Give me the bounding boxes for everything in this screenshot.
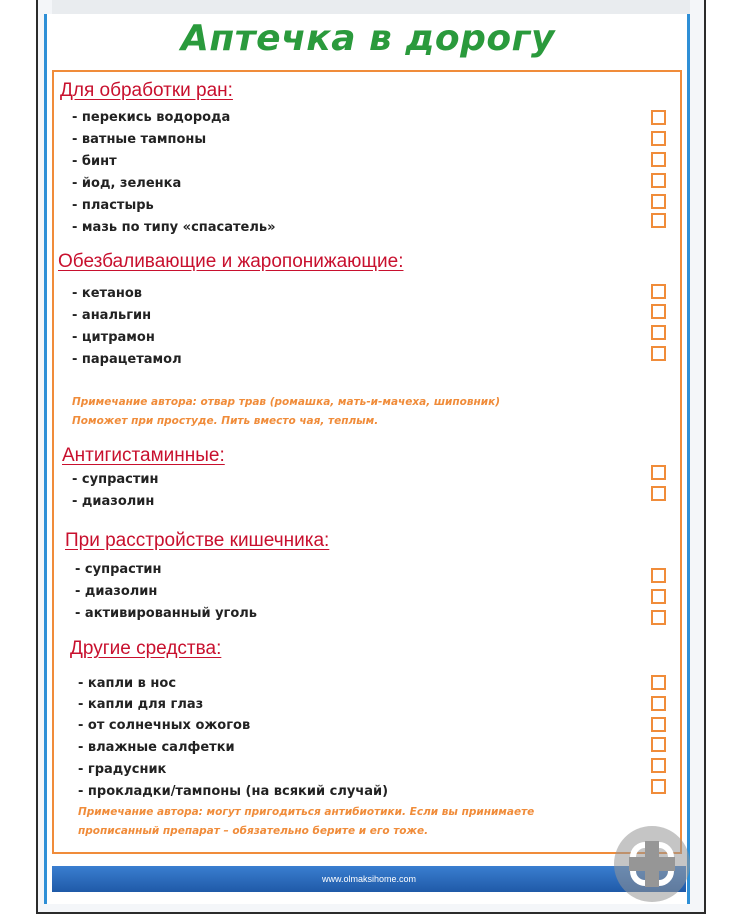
list-item: - диазолин xyxy=(75,584,158,599)
list-item: - парацетамол xyxy=(72,352,182,367)
list-item: - капли в нос xyxy=(78,676,177,691)
list-item: - цитрамон xyxy=(72,330,155,345)
section-heading-wounds: Для обработки ран: xyxy=(60,80,233,101)
list-item: - супрастин xyxy=(75,562,162,577)
checkbox[interactable] xyxy=(651,152,666,167)
section-heading-antihistamines: Антигистаминные: xyxy=(62,445,225,466)
checkbox[interactable] xyxy=(651,758,666,773)
checkbox[interactable] xyxy=(651,465,666,480)
checkbox[interactable] xyxy=(651,131,666,146)
checkbox[interactable] xyxy=(651,304,666,319)
checkbox[interactable] xyxy=(651,779,666,794)
checkbox[interactable] xyxy=(651,568,666,583)
checkbox[interactable] xyxy=(651,284,666,299)
footer-url[interactable]: www.olmaksihome.com xyxy=(52,866,686,892)
list-item: - влажные салфетки xyxy=(78,740,235,755)
list-item: - от солнечных ожогов xyxy=(78,718,251,733)
page-title: Аптечка в дорогу xyxy=(181,18,555,59)
checkbox[interactable] xyxy=(651,717,666,732)
checkbox[interactable] xyxy=(651,675,666,690)
list-item: - бинт xyxy=(72,154,117,169)
checkbox[interactable] xyxy=(651,213,666,228)
section-heading-other: Другие средства: xyxy=(70,638,222,659)
list-item: - перекись водорода xyxy=(72,110,231,125)
list-item: - диазолин xyxy=(72,494,155,509)
checkbox[interactable] xyxy=(651,194,666,209)
list-item: - пластырь xyxy=(72,198,154,213)
list-item: - активированный уголь xyxy=(75,606,258,621)
expand-icon[interactable] xyxy=(614,826,690,902)
checkbox[interactable] xyxy=(651,737,666,752)
author-note: Примечание автора: отвар трав (ромашка, мать-и-мачеха, шиповник) xyxy=(72,396,501,408)
author-note: прописанный препарат – обязательно берите и его тоже. xyxy=(78,825,429,837)
list-item: - анальгин xyxy=(72,308,152,323)
list-item: - градусник xyxy=(78,762,167,777)
section-heading-painkillers: Обезбаливающие и жаропонижающие: xyxy=(58,251,404,272)
list-item: - йод, зеленка xyxy=(72,176,182,191)
checkbox[interactable] xyxy=(651,610,666,625)
checkbox[interactable] xyxy=(651,696,666,711)
checkbox[interactable] xyxy=(651,589,666,604)
checkbox[interactable] xyxy=(651,325,666,340)
checkbox[interactable] xyxy=(651,110,666,125)
list-item: - супрастин xyxy=(72,472,159,487)
author-note: Примечание автора: могут пригодиться антибиотики. Если вы принимаете xyxy=(78,806,535,818)
list-item: - капли для глаз xyxy=(78,697,204,712)
list-item: - кетанов xyxy=(72,286,143,301)
section-heading-digestive: При расстройстве кишечника: xyxy=(65,530,330,551)
list-item: - ватные тампоны xyxy=(72,132,207,147)
checkbox[interactable] xyxy=(651,173,666,188)
list-item: - прокладки/тампоны (на всякий случай) xyxy=(78,784,389,799)
author-note: Поможет при простуде. Пить вместо чая, теплым. xyxy=(72,415,379,427)
list-item: - мазь по типу «спасатель» xyxy=(72,220,276,235)
checkbox[interactable] xyxy=(651,486,666,501)
checkbox[interactable] xyxy=(651,346,666,361)
